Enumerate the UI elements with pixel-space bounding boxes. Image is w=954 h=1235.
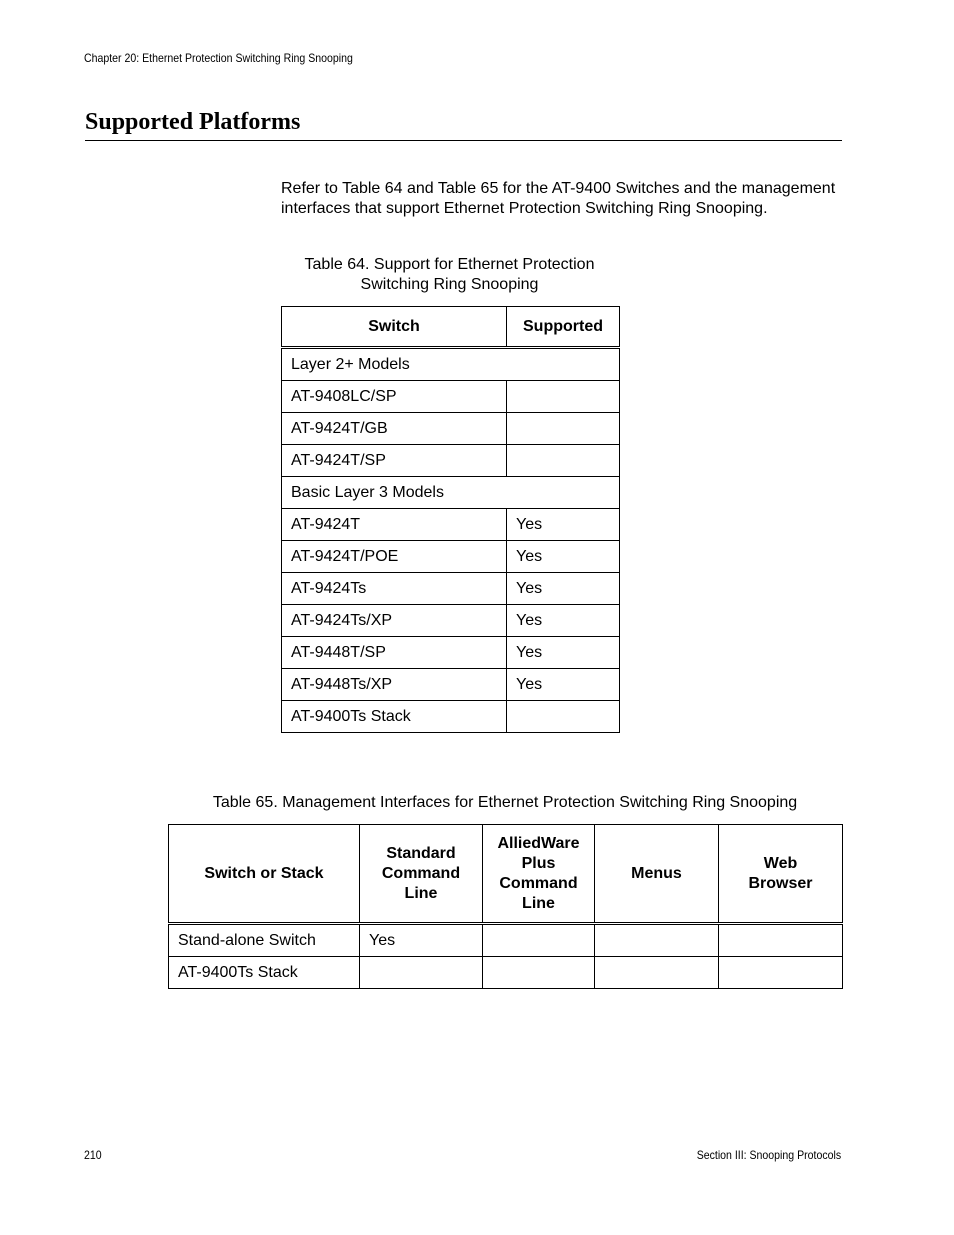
table-64-caption-line: Table 64. Support for Ethernet Protection [304,256,595,273]
header-line: Switch or Stack [204,864,324,882]
header-line: Menus [631,864,682,882]
menus-cell [595,957,719,989]
page-number: 210 [84,1148,102,1162]
header-line: Web [763,854,798,872]
table-64-caption [281,255,618,295]
section-title: Supported Platforms [85,109,301,135]
column-header-menus [595,825,719,924]
header-line: Line [404,884,438,902]
supported-cell: Yes [507,669,620,701]
table-group-row [282,477,620,509]
switch-or-stack-cell: AT-9400Ts Stack [169,957,360,989]
switch-cell: AT-9424Ts/XP [282,605,507,637]
intro-paragraph: Refer to Table 64 and Table 65 for the AT-9400 Switches and the management interfaces that support Ethernet Protection Switching Ring Snooping. [281,180,836,217]
switch-cell: AT-9424T/SP [282,445,507,477]
web-browser-cell [719,924,843,957]
table-64 [281,306,620,733]
table-row [169,957,843,989]
switch-cell: AT-9424T/POE [282,541,507,573]
column-header-standard-command-line [360,825,483,924]
table-row [282,701,620,733]
column-header-supported: Supported [507,307,620,348]
table-65-caption: Table 65. Management Interfaces for Ethernet Protection Switching Ring Snooping [212,794,798,811]
switch-cell: AT-9400Ts Stack [282,701,507,733]
table-row [282,381,620,413]
supported-cell: Yes [507,605,620,637]
table-row [282,413,620,445]
alliedware-plus-cell [483,957,595,989]
table-row [169,924,843,957]
table-row [282,445,620,477]
supported-cell [507,701,620,733]
header-line: Line [522,894,555,912]
switch-or-stack-cell: Stand-alone Switch [169,924,360,957]
running-footer-section: Section III: Snooping Protocols [696,1148,841,1162]
supported-cell [507,413,620,445]
column-header-web-browser [719,825,843,924]
table-row [282,605,620,637]
header-line: AlliedWare [497,834,580,852]
column-header-switch: Switch [282,307,507,348]
standard-command-line-cell: Yes [360,924,483,957]
header-line: Standard [386,844,456,862]
switch-cell: AT-9424T [282,509,507,541]
table-row [282,669,620,701]
standard-command-line-cell [360,957,483,989]
supported-cell [507,445,620,477]
table-row [282,509,620,541]
menus-cell [595,924,719,957]
web-browser-cell [719,957,843,989]
header-line: Plus [521,854,556,872]
table-row [282,541,620,573]
table-64-caption-line: Switching Ring Snooping [360,276,539,293]
supported-cell [507,381,620,413]
table-header-row [169,825,843,924]
group-label: Layer 2+ Models [282,348,620,381]
switch-cell: AT-9424T/GB [282,413,507,445]
alliedware-plus-cell [483,924,595,957]
title-rule [85,140,842,141]
switch-cell: AT-9408LC/SP [282,381,507,413]
header-line: Command [381,864,461,882]
column-header-switch-or-stack [169,825,360,924]
running-header: Chapter 20: Ethernet Protection Switching Ring Snooping [84,51,353,65]
column-header-alliedware-plus-command-line [483,825,595,924]
header-line: Command [499,874,578,892]
group-label: Basic Layer 3 Models [282,477,620,509]
supported-cell: Yes [507,637,620,669]
table-row [282,637,620,669]
table-group-row [282,348,620,381]
supported-cell: Yes [507,573,620,605]
header-line: Browser [748,874,813,892]
switch-cell: AT-9448T/SP [282,637,507,669]
supported-cell: Yes [507,541,620,573]
switch-cell: AT-9424Ts [282,573,507,605]
supported-cell: Yes [507,509,620,541]
table-row [282,573,620,605]
table-header-row [282,307,620,348]
switch-cell: AT-9448Ts/XP [282,669,507,701]
table-65 [168,824,843,989]
